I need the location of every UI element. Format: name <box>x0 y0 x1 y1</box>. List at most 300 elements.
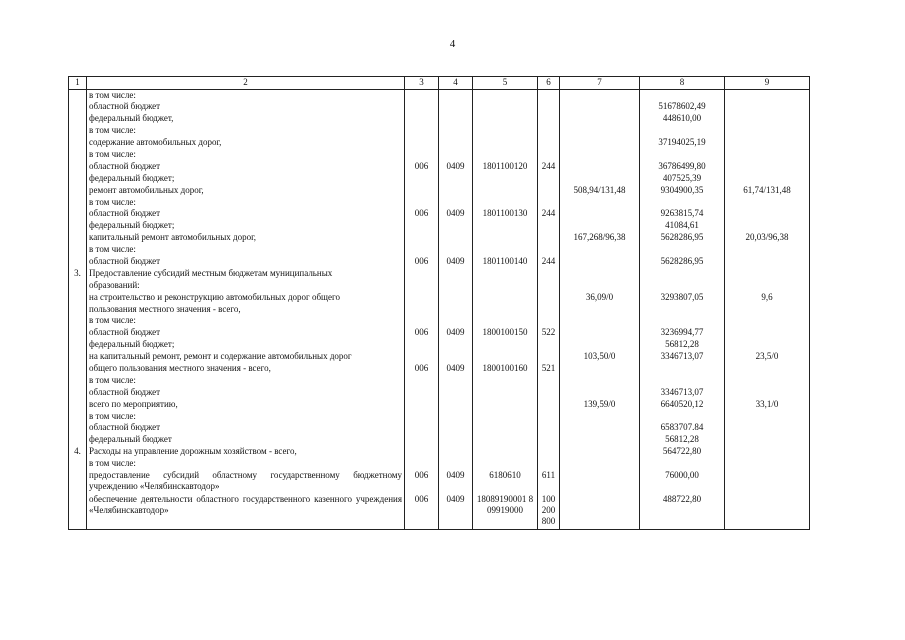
code-ministry <box>405 304 439 316</box>
code-ministry: 006 <box>405 327 439 339</box>
code-ministry <box>405 113 439 125</box>
code-section <box>439 434 473 446</box>
indicator-target <box>725 220 810 232</box>
table-row <box>69 327 810 339</box>
code-section <box>439 244 473 256</box>
code-section <box>439 351 473 363</box>
amount <box>640 363 725 375</box>
row-label: федеральный бюджет <box>87 434 405 446</box>
row-number <box>69 185 87 197</box>
row-number <box>69 173 87 185</box>
indicator-value <box>560 208 640 220</box>
row-number <box>69 327 87 339</box>
code-target <box>473 173 538 185</box>
column-header: 6 <box>538 77 560 90</box>
indicator-value <box>560 327 640 339</box>
code-target <box>473 399 538 411</box>
code-expense-type <box>538 458 560 470</box>
table-row <box>69 351 810 363</box>
row-label: обеспечение деятельности областного государственного казенного учреждения «Челябинскавтодор» <box>87 494 405 530</box>
table-header-row <box>69 77 810 90</box>
row-label: ремонт автомобильных дорог, <box>87 185 405 197</box>
row-label: пользования местного значения - всего, <box>87 304 405 316</box>
row-label: федеральный бюджет; <box>87 173 405 185</box>
code-expense-type <box>538 280 560 292</box>
code-expense-type <box>538 292 560 304</box>
code-expense-type <box>538 375 560 387</box>
code-ministry <box>405 125 439 137</box>
indicator-target <box>725 422 810 434</box>
row-label: в том числе: <box>87 90 405 102</box>
amount: 564722,80 <box>640 446 725 458</box>
code-section <box>439 185 473 197</box>
code-expense-type: 100 200 800 <box>538 494 560 530</box>
code-target: 1801100130 <box>473 208 538 220</box>
code-ministry <box>405 351 439 363</box>
table-row <box>69 125 810 137</box>
code-target <box>473 434 538 446</box>
code-ministry <box>405 101 439 113</box>
row-label: образований: <box>87 280 405 292</box>
indicator-value <box>560 375 640 387</box>
code-ministry <box>405 375 439 387</box>
table-row <box>69 411 810 423</box>
code-ministry <box>405 90 439 102</box>
code-ministry <box>405 137 439 149</box>
code-target <box>473 292 538 304</box>
row-label: Предоставление субсидий местным бюджетам муниципальных <box>87 268 405 280</box>
code-section <box>439 399 473 411</box>
row-number <box>69 399 87 411</box>
row-number <box>69 280 87 292</box>
code-section <box>439 197 473 209</box>
indicator-target <box>725 446 810 458</box>
code-target <box>473 280 538 292</box>
amount: 51678602,49 <box>640 101 725 113</box>
code-ministry: 006 <box>405 470 439 494</box>
column-header: 1 <box>69 77 87 90</box>
indicator-target <box>725 268 810 280</box>
code-section <box>439 173 473 185</box>
row-number <box>69 149 87 161</box>
code-target: 1800100150 <box>473 327 538 339</box>
row-label: федеральный бюджет; <box>87 220 405 232</box>
code-expense-type <box>538 101 560 113</box>
row-label: в том числе: <box>87 125 405 137</box>
code-target <box>473 422 538 434</box>
code-section <box>439 292 473 304</box>
code-ministry: 006 <box>405 494 439 530</box>
row-label: на капитальный ремонт, ремонт и содержание автомобильных дорог <box>87 351 405 363</box>
indicator-target <box>725 197 810 209</box>
amount: 3346713,07 <box>640 351 725 363</box>
indicator-target <box>725 113 810 125</box>
code-expense-type <box>538 173 560 185</box>
code-expense-type <box>538 411 560 423</box>
row-number <box>69 363 87 375</box>
code-section <box>439 446 473 458</box>
column-header: 3 <box>405 77 439 90</box>
indicator-target <box>725 244 810 256</box>
code-ministry: 006 <box>405 363 439 375</box>
row-number <box>69 244 87 256</box>
amount <box>640 304 725 316</box>
code-expense-type <box>538 149 560 161</box>
table-row <box>69 220 810 232</box>
table-row <box>69 101 810 113</box>
code-ministry: 006 <box>405 256 439 268</box>
code-expense-type: 521 <box>538 363 560 375</box>
row-label: капитальный ремонт автомобильных дорог, <box>87 232 405 244</box>
code-expense-type <box>538 422 560 434</box>
indicator-value <box>560 173 640 185</box>
code-target <box>473 268 538 280</box>
row-number <box>69 197 87 209</box>
indicator-value: 508,94/131,48 <box>560 185 640 197</box>
code-target <box>473 90 538 102</box>
row-number <box>69 351 87 363</box>
amount <box>640 411 725 423</box>
code-section <box>439 339 473 351</box>
code-expense-type <box>538 434 560 446</box>
code-section <box>439 411 473 423</box>
code-target <box>473 185 538 197</box>
code-section <box>439 101 473 113</box>
code-expense-type <box>538 315 560 327</box>
indicator-target <box>725 327 810 339</box>
code-target <box>473 137 538 149</box>
row-label: всего по мероприятию, <box>87 399 405 411</box>
row-label: Расходы на управление дорожным хозяйством - всего, <box>87 446 405 458</box>
code-expense-type <box>538 304 560 316</box>
code-ministry <box>405 268 439 280</box>
indicator-value <box>560 315 640 327</box>
column-header: 8 <box>640 77 725 90</box>
code-target <box>473 304 538 316</box>
row-label: областной бюджет <box>87 422 405 434</box>
indicator-value <box>560 339 640 351</box>
indicator-target <box>725 90 810 102</box>
row-number <box>69 339 87 351</box>
table-row <box>69 113 810 125</box>
code-ministry <box>405 232 439 244</box>
indicator-value <box>560 113 640 125</box>
table-row <box>69 494 810 530</box>
indicator-target <box>725 173 810 185</box>
code-expense-type <box>538 197 560 209</box>
code-ministry <box>405 411 439 423</box>
code-expense-type: 244 <box>538 161 560 173</box>
code-expense-type <box>538 232 560 244</box>
code-target <box>473 387 538 399</box>
amount: 3293807,05 <box>640 292 725 304</box>
row-label: областной бюджет <box>87 101 405 113</box>
code-target: 6180610 <box>473 470 538 494</box>
row-number <box>69 137 87 149</box>
indicator-value <box>560 280 640 292</box>
amount <box>640 375 725 387</box>
table-row <box>69 149 810 161</box>
row-label: областной бюджет <box>87 387 405 399</box>
code-expense-type <box>538 137 560 149</box>
indicator-target <box>725 458 810 470</box>
table-row <box>69 315 810 327</box>
code-ministry <box>405 387 439 399</box>
amount: 5628286,95 <box>640 232 725 244</box>
table-row <box>69 434 810 446</box>
code-expense-type <box>538 446 560 458</box>
code-ministry <box>405 446 439 458</box>
code-section <box>439 315 473 327</box>
code-target <box>473 113 538 125</box>
code-section <box>439 268 473 280</box>
table-row <box>69 339 810 351</box>
code-expense-type <box>538 125 560 137</box>
row-number <box>69 161 87 173</box>
indicator-value <box>560 149 640 161</box>
code-ministry <box>405 292 439 304</box>
row-number <box>69 494 87 530</box>
row-number <box>69 315 87 327</box>
row-label: в том числе: <box>87 315 405 327</box>
indicator-value <box>560 197 640 209</box>
indicator-target <box>725 208 810 220</box>
amount: 36786499,80 <box>640 161 725 173</box>
code-section <box>439 458 473 470</box>
row-number <box>69 125 87 137</box>
table-row <box>69 422 810 434</box>
amount: 3346713,07 <box>640 387 725 399</box>
row-number <box>69 220 87 232</box>
table-row <box>69 470 810 494</box>
code-section <box>439 387 473 399</box>
code-ministry <box>405 458 439 470</box>
amount <box>640 149 725 161</box>
row-number <box>69 458 87 470</box>
amount: 6640520,12 <box>640 399 725 411</box>
indicator-target <box>725 470 810 494</box>
code-section: 0409 <box>439 363 473 375</box>
table-row <box>69 280 810 292</box>
table-row <box>69 90 810 102</box>
code-expense-type: 244 <box>538 208 560 220</box>
indicator-target <box>725 125 810 137</box>
row-number <box>69 208 87 220</box>
row-label: в том числе: <box>87 458 405 470</box>
code-ministry <box>405 422 439 434</box>
code-target <box>473 232 538 244</box>
table-row <box>69 244 810 256</box>
code-target: 1800100160 <box>473 363 538 375</box>
amount: 9263815,74 <box>640 208 725 220</box>
row-number <box>69 470 87 494</box>
code-ministry <box>405 315 439 327</box>
indicator-value <box>560 470 640 494</box>
row-label: областной бюджет <box>87 256 405 268</box>
code-target <box>473 339 538 351</box>
indicator-value <box>560 363 640 375</box>
row-label: федеральный бюджет; <box>87 339 405 351</box>
code-expense-type <box>538 339 560 351</box>
code-ministry <box>405 434 439 446</box>
table-row <box>69 387 810 399</box>
code-target <box>473 411 538 423</box>
row-label: на строительство и реконструкцию автомобильных дорог общего <box>87 292 405 304</box>
row-label: федеральный бюджет, <box>87 113 405 125</box>
code-ministry <box>405 244 439 256</box>
table-row <box>69 292 810 304</box>
amount: 56812,28 <box>640 339 725 351</box>
amount: 37194025,19 <box>640 137 725 149</box>
code-expense-type <box>538 268 560 280</box>
column-header: 4 <box>439 77 473 90</box>
code-section <box>439 422 473 434</box>
row-number <box>69 387 87 399</box>
indicator-value <box>560 446 640 458</box>
code-ministry <box>405 149 439 161</box>
code-section <box>439 280 473 292</box>
table-row <box>69 137 810 149</box>
indicator-target: 61,74/131,48 <box>725 185 810 197</box>
indicator-value <box>560 256 640 268</box>
row-number <box>69 232 87 244</box>
code-ministry <box>405 185 439 197</box>
code-expense-type: 522 <box>538 327 560 339</box>
table-row <box>69 256 810 268</box>
amount: 6583707.84 <box>640 422 725 434</box>
row-label: областной бюджет <box>87 327 405 339</box>
code-target: 1801100140 <box>473 256 538 268</box>
amount <box>640 90 725 102</box>
code-section: 0409 <box>439 494 473 530</box>
code-expense-type <box>538 90 560 102</box>
amount <box>640 315 725 327</box>
code-section <box>439 304 473 316</box>
indicator-value <box>560 268 640 280</box>
amount: 9304900,35 <box>640 185 725 197</box>
code-target <box>473 244 538 256</box>
page-number: 4 <box>449 38 456 50</box>
indicator-value <box>560 137 640 149</box>
code-section <box>439 220 473 232</box>
row-number: 4. <box>69 446 87 458</box>
table-row <box>69 446 810 458</box>
amount: 56812,28 <box>640 434 725 446</box>
indicator-target <box>725 434 810 446</box>
amount: 3236994,77 <box>640 327 725 339</box>
indicator-target <box>725 363 810 375</box>
indicator-value <box>560 220 640 232</box>
code-expense-type: 611 <box>538 470 560 494</box>
code-ministry: 006 <box>405 208 439 220</box>
indicator-target: 33,1/0 <box>725 399 810 411</box>
code-target <box>473 197 538 209</box>
indicator-target: 20,03/96,38 <box>725 232 810 244</box>
code-expense-type <box>538 351 560 363</box>
code-target <box>473 149 538 161</box>
code-target <box>473 351 538 363</box>
indicator-target: 9,6 <box>725 292 810 304</box>
code-target <box>473 458 538 470</box>
row-label: общего пользования местного значения - всего, <box>87 363 405 375</box>
code-ministry <box>405 280 439 292</box>
code-target <box>473 220 538 232</box>
indicator-value <box>560 434 640 446</box>
indicator-value: 103,50/0 <box>560 351 640 363</box>
indicator-target <box>725 339 810 351</box>
code-section: 0409 <box>439 327 473 339</box>
indicator-value <box>560 494 640 530</box>
indicator-target: 23,5/0 <box>725 351 810 363</box>
row-label: предоставление субсидий областному государственному бюджетному учреждению «Челябинскавтодор» <box>87 470 405 494</box>
code-target: 1801100120 <box>473 161 538 173</box>
row-number <box>69 256 87 268</box>
row-number <box>69 434 87 446</box>
code-section: 0409 <box>439 470 473 494</box>
code-ministry <box>405 220 439 232</box>
indicator-target <box>725 375 810 387</box>
row-label: в том числе: <box>87 197 405 209</box>
amount <box>640 280 725 292</box>
row-number <box>69 113 87 125</box>
code-target <box>473 375 538 387</box>
row-label: в том числе: <box>87 244 405 256</box>
amount <box>640 268 725 280</box>
row-number <box>69 304 87 316</box>
code-section: 0409 <box>439 208 473 220</box>
table-row <box>69 363 810 375</box>
row-label: областной бюджет <box>87 161 405 173</box>
indicator-target <box>725 256 810 268</box>
amount: 448610,00 <box>640 113 725 125</box>
column-header: 2 <box>87 77 405 90</box>
indicator-target <box>725 304 810 316</box>
code-target <box>473 315 538 327</box>
table-row <box>69 399 810 411</box>
code-expense-type <box>538 185 560 197</box>
code-ministry: 006 <box>405 161 439 173</box>
amount <box>640 458 725 470</box>
budget-table <box>68 76 810 530</box>
table-row <box>69 375 810 387</box>
code-section <box>439 149 473 161</box>
row-number <box>69 375 87 387</box>
indicator-value <box>560 387 640 399</box>
code-expense-type: 244 <box>538 256 560 268</box>
code-section <box>439 232 473 244</box>
column-header: 5 <box>473 77 538 90</box>
indicator-target <box>725 149 810 161</box>
indicator-value <box>560 458 640 470</box>
indicator-value <box>560 422 640 434</box>
row-label: в том числе: <box>87 411 405 423</box>
indicator-value: 139,59/0 <box>560 399 640 411</box>
code-section: 0409 <box>439 161 473 173</box>
code-target <box>473 446 538 458</box>
column-header: 9 <box>725 77 810 90</box>
indicator-value <box>560 304 640 316</box>
table-row <box>69 197 810 209</box>
amount: 5628286,95 <box>640 256 725 268</box>
indicator-target <box>725 280 810 292</box>
column-header: 7 <box>560 77 640 90</box>
indicator-target <box>725 161 810 173</box>
table-row <box>69 161 810 173</box>
code-ministry <box>405 197 439 209</box>
code-section: 0409 <box>439 256 473 268</box>
code-expense-type <box>538 220 560 232</box>
indicator-target <box>725 411 810 423</box>
